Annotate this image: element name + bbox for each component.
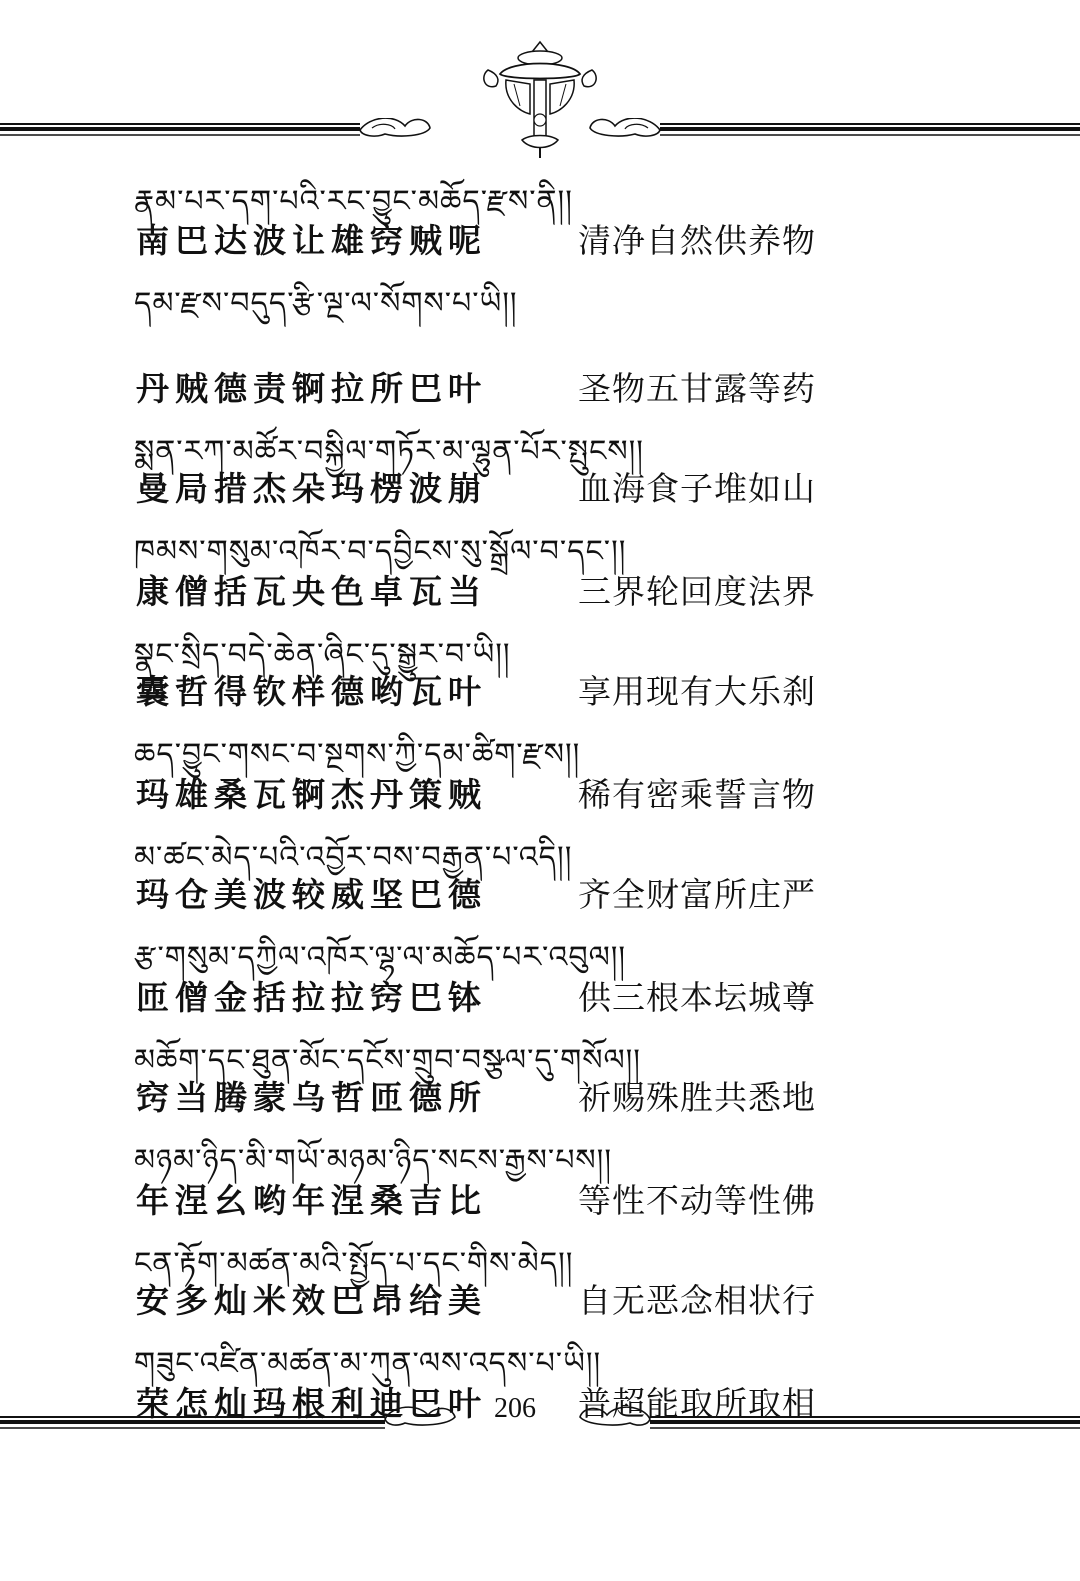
translation-text: 齐全财富所庄严 — [578, 875, 816, 914]
transliteration-text: 玛仓美波较威坚巴德 — [136, 875, 487, 914]
verse-block — [130, 566, 830, 772]
tibetan-line: མཉམ་ཉིད་མི་གཡོ་མཉམ་ཉིད་སངས་རྒྱས་པས།། — [134, 1143, 612, 1178]
translation-text: 稀有密乘誓言物 — [578, 775, 816, 814]
parasol-emblem-icon — [470, 40, 610, 160]
verse-block — [130, 363, 830, 569]
tibetan-line: ངན་རྟོག་མཚན་མའི་སྤྱོད་པ་དང་གིས་མེད།། — [134, 1246, 574, 1281]
chinese-line — [130, 1175, 820, 1225]
verse-block — [130, 972, 830, 1178]
tibetan-line: མ་ཚང་མེད་པའི་འབྱོར་བས་བརྒྱན་པ་འདི།། — [134, 840, 573, 875]
chinese-line — [130, 215, 820, 265]
verse-block — [130, 160, 830, 363]
chinese-line — [130, 463, 820, 513]
translation-text: 自无恶念相状行 — [578, 1281, 816, 1320]
transliteration-text: 年涅幺哟年涅桑吉比 — [136, 1181, 487, 1220]
chinese-line — [130, 666, 820, 716]
translation-text: 等性不动等性佛 — [578, 1181, 816, 1220]
tibetan-line: གཟུང་འཛིན་མཚན་མ་ཀུན་ལས་འདས་པ་ཡི།། — [134, 1346, 602, 1381]
transliteration-text: 南巴达波让雄窍贼呢 — [136, 221, 487, 260]
tibetan-line: མཆོག་དང་ཐུན་མོང་དངོས་གྲུབ་བསྩལ་དུ་གསོལ།། — [134, 1043, 641, 1078]
translation-text: 清净自然供养物 — [578, 221, 816, 260]
transliteration-text: 曼局措杰朵玛楞波崩 — [136, 469, 487, 508]
transliteration-text: 安多灿米效巴昂给美 — [136, 1281, 487, 1320]
chinese-line — [130, 869, 820, 919]
translation-text: 血海食子堆如山 — [578, 469, 816, 508]
transliteration-text: 囊哲得钦样德哟瓦叶 — [136, 672, 487, 711]
transliteration-text: 荣怎灿玛根利迪巴叶 — [136, 1384, 487, 1423]
tibetan-line: སྣང་སྲིད་བདེ་ཆེན་ཞིང་དུ་སྒྱུར་བ་ཡི།། — [134, 637, 511, 672]
transliteration-text: 丹贼德责锕拉所巴叶 — [136, 369, 487, 408]
chinese-line — [130, 566, 820, 616]
tibetan-line: རྩ་གསུམ་དཀྱིལ་འཁོར་ལྷ་ལ་མཆོད་པར་འབུལ།། — [134, 940, 627, 975]
verse-block — [130, 1175, 830, 1381]
tibetan-line: ཆད་བྱུང་གསང་བ་སྔགས་ཀྱི་དམ་ཚིག་རྫས།། — [134, 737, 581, 772]
transliteration-text: 康僧括瓦央色卓瓦当 — [136, 572, 487, 611]
tibetan-line: སྨན་རཀ་མཚོར་བསྐྱིལ་གཏོར་མ་ལྷུན་པོར་སྤུངས།། — [134, 434, 644, 469]
translation-text: 供三根本坛城尊 — [578, 978, 816, 1017]
verse-list — [130, 160, 830, 1581]
verse-block — [130, 769, 830, 975]
transliteration-text: 匝僧金括拉拉窍巴钵 — [136, 978, 487, 1017]
page-number: 206 — [494, 1393, 536, 1424]
translation-text: 圣物五甘露等药 — [578, 369, 816, 408]
tibetan-line: རྣམ་པར་དག་པའི་རང་བྱུང་མཆོད་རྫས་ནི།། — [134, 184, 573, 219]
chinese-line — [130, 1275, 820, 1325]
chinese-line — [130, 769, 820, 819]
translation-text: 普超能取所取相 — [578, 1384, 816, 1423]
chinese-line — [130, 972, 820, 1022]
tibetan-line: དམ་རྫས་བདུད་རྩི་ལྔ་ལ་སོགས་པ་ཡི།། — [134, 286, 518, 321]
transliteration-text: 玛雄桑瓦锕杰丹策贼 — [136, 775, 487, 814]
translation-text: 享用现有大乐刹 — [578, 672, 816, 711]
tibetan-line: ཁམས་གསུམ་འཁོར་བ་དབྱིངས་སུ་སྒྲོལ་བ་དང་།། — [134, 534, 627, 569]
chinese-line — [130, 1072, 820, 1122]
chinese-line — [130, 363, 820, 413]
translation-text: 祈赐殊胜共悉地 — [578, 1078, 816, 1117]
transliteration-text: 窍当腾蒙乌哲匝德所 — [136, 1078, 487, 1117]
translation-text: 三界轮回度法界 — [578, 572, 816, 611]
